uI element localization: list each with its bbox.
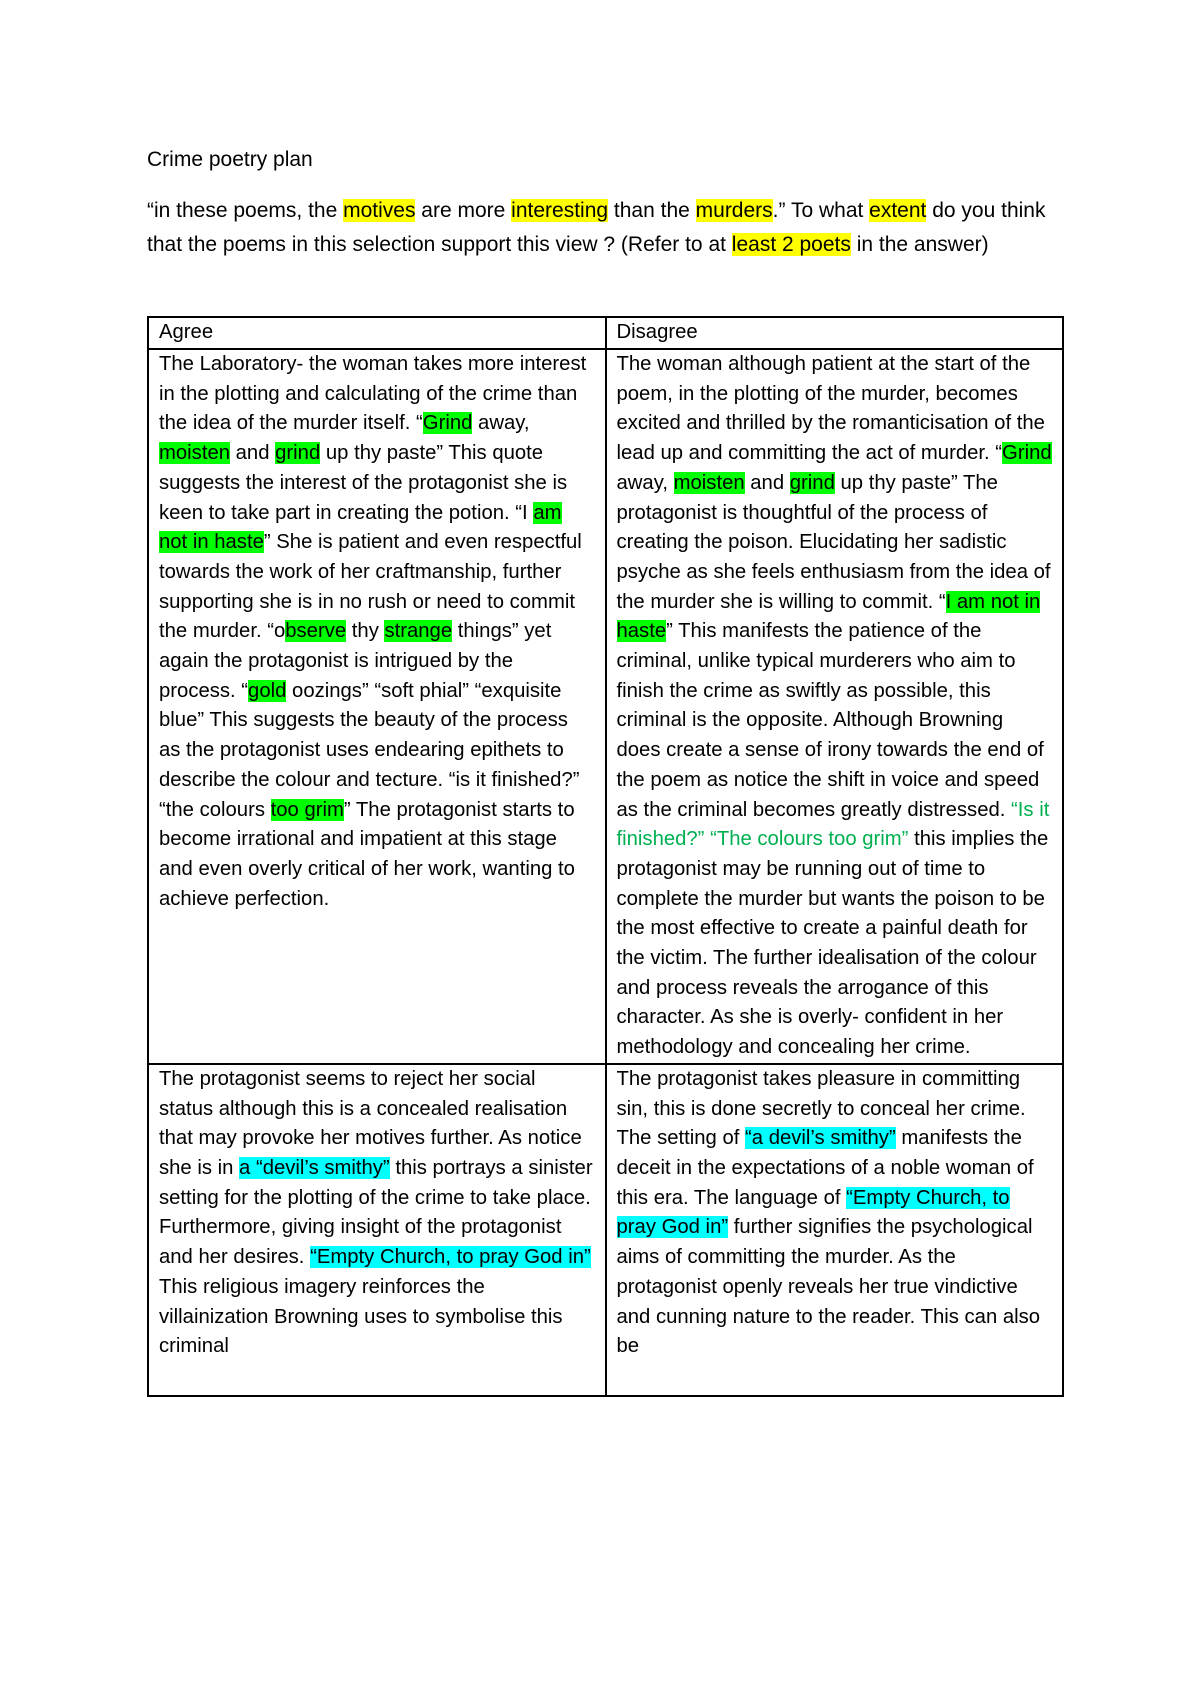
green-highlight: strange (384, 620, 453, 643)
yellow-highlight: motives (343, 199, 416, 222)
yellow-highlight: interesting (511, 199, 609, 222)
yellow-highlight: least 2 poets (731, 233, 851, 256)
text-run: this implies the protagonist may be running out of time to complete the murder but wants the poison to be the most effective to create a painful death for the victim. The further idealisation of the colour and process reveals the arrogance of this character. As she is overly- confident in her methodology and concealing her crime. (616, 828, 1049, 1059)
cyan-highlight: a “devil’s smithy” (239, 1156, 390, 1179)
green-highlight: too grim (270, 798, 344, 821)
yellow-highlight: extent (869, 199, 927, 222)
text-run: ” This manifests the patience of the criminal, unlike typical murderers who aim to finish the crime as swiftly as possible, this criminal is the opposite. Although Browning does create a sense of irony towards the end of the poem as notice the shift in voice and speed as the criminal becomes greatly distressed. (616, 620, 1044, 821)
text-run: .” To what (772, 199, 870, 222)
text-run: than the (608, 199, 696, 222)
text-run: The protagonist seems to reject her social status although this is a concealed realisation that may provoke her motives further. As notice she is in (159, 1067, 582, 1179)
green-highlight: Grind (422, 412, 473, 435)
essay-question (147, 194, 1067, 262)
table-row (148, 1064, 1063, 1396)
green-highlight: moisten (159, 442, 231, 465)
plan-table (147, 316, 1064, 1397)
text-run: further signifies the psychological aims of committing the murder. As the protagonist openly reveals her true vindictive and cunning nature to the reader. This can also be (616, 1216, 1041, 1358)
text-run: oozings” “soft phial” “exquisite blue” This suggests the beauty of the process as the protagonist uses endearing epithets to describe the colour and tecture. “is it finished?” “the colours (159, 679, 580, 821)
green-highlight: grind (789, 471, 835, 494)
text-run: and (230, 442, 276, 465)
text-run: This religious imagery reinforces the villainization Browning uses to symbolise this criminal (159, 1275, 563, 1358)
cyan-highlight: “Empty Church, to pray God in” (310, 1246, 591, 1269)
agree-cell-text (159, 350, 595, 914)
text-run: do you think that the poems in this selection support this view ? (Refer to at (147, 199, 1046, 256)
green-highlight: am not in haste (159, 501, 562, 554)
disagree-cell (606, 1064, 1064, 1396)
document-title: Crime poetry plan (147, 148, 313, 171)
text-run: The Laboratory- the woman takes more interest in the plotting and calculating of the crime than the idea of the murder itself. “ (159, 353, 587, 435)
agree-cell (148, 349, 606, 1064)
text-run: up thy paste” The protagonist is thoughtful of the process of creating the poison. Elucidating her sadistic psyche as she feels enthusiasm from the idea of the murder she is willing to commit. “ (616, 471, 1051, 613)
disagree-header: Disagree (606, 317, 1064, 349)
text-run: away, (616, 471, 674, 494)
agree-cell-text (159, 1065, 595, 1362)
green-quote: “Is it finished?” “The colours too grim” (616, 798, 1050, 851)
disagree-cell-text (617, 350, 1053, 1063)
text-run: The protagonist takes pleasure in committing sin, this is done secretly to conceal her crime. The setting of (616, 1067, 1026, 1150)
text-run: “in these poems, the (147, 199, 344, 222)
text-run: ” She is patient and even respectful towards the work of her craftmanship, further supporting she is in no rush or need to commit the murder. “o (159, 531, 582, 643)
agree-header: Agree (148, 317, 606, 349)
text-run: The woman although patient at the start of the poem, in the plotting of the murder, becomes excited and thrilled by the romanticisation of the lead up and committing the act of murder. “ (616, 353, 1045, 465)
text-run: away, (472, 412, 530, 435)
table-header-row (148, 317, 1063, 349)
text-run: things” yet again the protagonist is intrigued by the process. “ (159, 620, 552, 702)
green-highlight: bserve (285, 620, 347, 643)
green-highlight: Grind (1002, 442, 1052, 465)
text-run: in the answer) (850, 233, 989, 256)
text-run: are more (415, 199, 512, 222)
green-highlight: I am not in haste (616, 590, 1041, 643)
disagree-cell (606, 349, 1064, 1064)
text-run: up thy paste” This quote suggests the interest of the protagonist she is keen to take part in creating the potion. “I (159, 442, 568, 524)
text-run: ” The protagonist starts to become irrational and impatient at this stage and even overly critical of her work, wanting to achieve perfection. (159, 798, 575, 910)
text-run: this portrays a sinister setting for the plotting of the crime to take place. Furthermore, giving insight of the protagonist and her desires. (159, 1156, 593, 1269)
text-run: and (744, 471, 790, 494)
table-row (148, 349, 1063, 1064)
cyan-highlight: “Empty Church, to pray God in” (616, 1186, 1010, 1239)
green-highlight: moisten (673, 471, 745, 494)
text-run: manifests the deceit in the expectations of a noble woman of this era. The language of (616, 1127, 1034, 1209)
text-run: thy (346, 620, 385, 643)
green-highlight: gold (248, 679, 287, 702)
yellow-highlight: murders (695, 199, 773, 222)
agree-cell (148, 1064, 606, 1396)
cyan-highlight: “a devil’s smithy” (745, 1127, 896, 1150)
disagree-cell-text (617, 1065, 1053, 1362)
green-highlight: grind (275, 442, 321, 465)
